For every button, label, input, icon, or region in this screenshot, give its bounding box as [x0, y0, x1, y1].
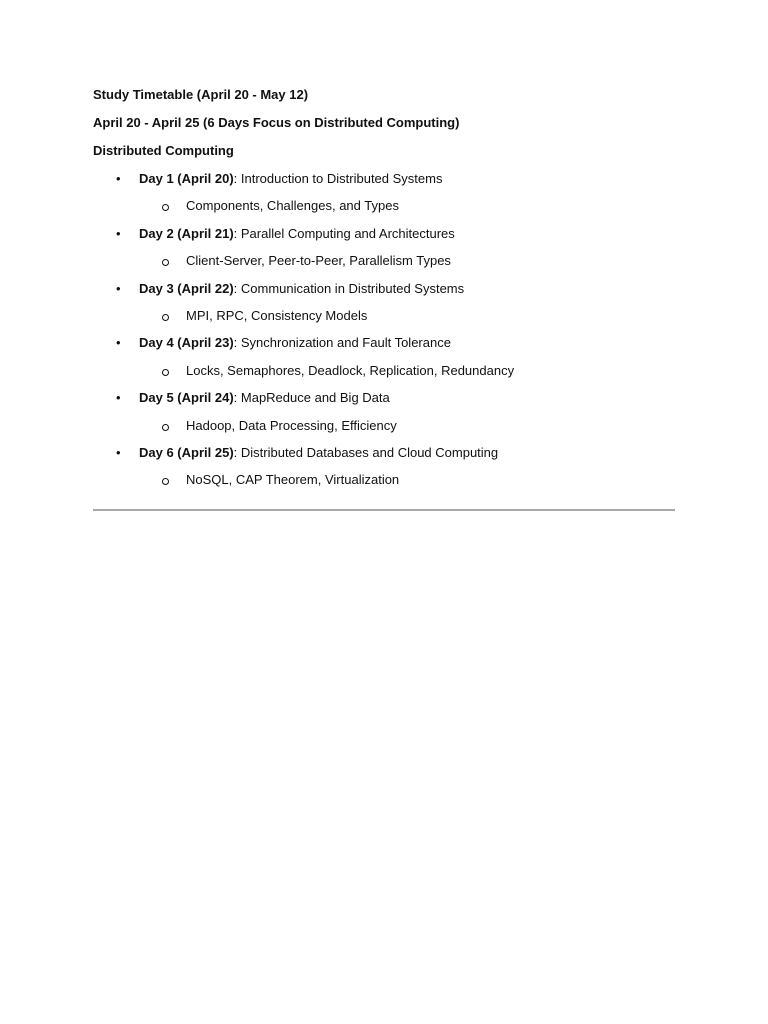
day-details: NoSQL, CAP Theorem, Virtualization [186, 472, 400, 488]
sub-item [93, 307, 675, 325]
day-line [93, 389, 675, 407]
day-line [93, 170, 675, 188]
day-topic: : Synchronization and Fault Tolerance [233, 335, 451, 351]
day-line [93, 280, 675, 298]
day-topic: : MapReduce and Big Data [233, 390, 390, 406]
day-label: Day 5 (April 24) [139, 390, 234, 406]
hollow-circle-bullet-icon [162, 259, 169, 266]
sub-item [93, 252, 675, 270]
day-label: Day 4 (April 23) [139, 335, 234, 351]
sub-item [93, 471, 675, 489]
day-line [93, 334, 675, 352]
day-label: Day 1 (April 20) [139, 171, 234, 186]
sub-item [93, 362, 675, 380]
hollow-circle-bullet-icon [162, 369, 169, 376]
day-item [93, 280, 675, 325]
day-label: Day 6 (April 25) [139, 444, 234, 460]
hollow-circle-bullet-icon [162, 424, 169, 431]
day-topic: : Communication in Distributed Systems [233, 280, 465, 296]
bullet-icon: • [116, 171, 121, 186]
hollow-circle-bullet-icon [162, 314, 169, 321]
day-details: Hadoop, Data Processing, Efficiency [186, 417, 397, 433]
day-label: Day 2 (April 21) [139, 225, 234, 241]
subject-heading: Distributed Computing [93, 143, 234, 158]
day-item [93, 170, 675, 215]
document-title: Study Timetable (April 20 - May 12) [93, 87, 309, 102]
day-line [93, 225, 675, 243]
day-item [93, 225, 675, 270]
bullet-icon: • [116, 280, 121, 296]
day-details: Locks, Semaphores, Deadlock, Replication, Redundancy [186, 362, 515, 378]
bullet-icon: • [116, 444, 121, 460]
horizontal-rule [93, 509, 675, 511]
day-label: Day 3 (April 22) [139, 280, 234, 296]
day-item [93, 334, 675, 379]
day-item [93, 389, 675, 434]
sub-item [93, 197, 675, 215]
period-heading: April 20 - April 25 (6 Days Focus on Distributed Computing) [93, 115, 460, 130]
day-topic: : Distributed Databases and Cloud Computing [233, 444, 499, 460]
bullet-icon: • [116, 390, 121, 406]
bullet-icon: • [116, 225, 121, 241]
day-details: Client-Server, Peer-to-Peer, Parallelism Types [186, 253, 451, 269]
hollow-circle-bullet-icon [162, 478, 169, 485]
day-item [93, 444, 675, 489]
day-line [93, 444, 675, 462]
sub-item [93, 417, 675, 435]
bullet-icon: • [116, 335, 121, 351]
day-topic: : Introduction to Distributed Systems [233, 171, 443, 186]
day-list [93, 170, 675, 489]
day-details: MPI, RPC, Consistency Models [186, 307, 368, 323]
hollow-circle-bullet-icon [162, 204, 169, 211]
day-topic: : Parallel Computing and Architectures [233, 225, 455, 241]
day-details: Components, Challenges, and Types [186, 198, 399, 214]
